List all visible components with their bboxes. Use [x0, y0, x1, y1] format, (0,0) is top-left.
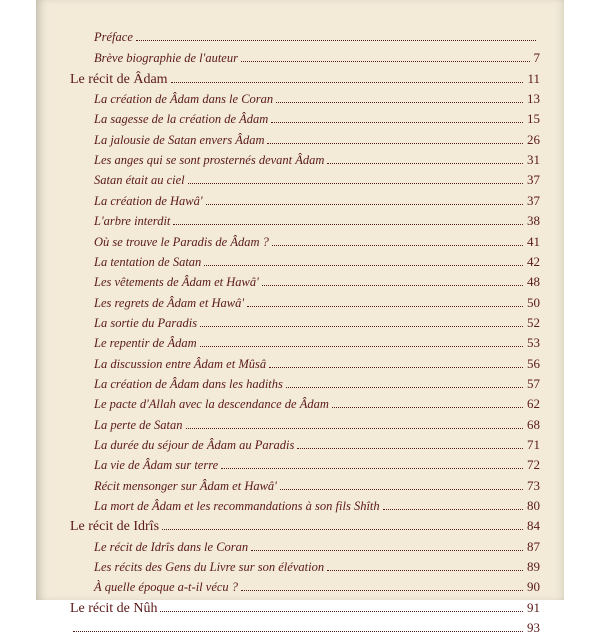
toc-entry-title: Préface: [94, 30, 133, 44]
toc-page-number: 57: [527, 375, 540, 391]
toc-subentry: [80, 254, 540, 270]
toc-entry-title: La sagesse de la création de Âdam: [94, 112, 269, 127]
toc-entry-title: La mort de Âdam et les recommandations à son fils Shîth: [94, 499, 380, 514]
toc-subentry: [80, 498, 540, 514]
toc-subentry: [80, 172, 540, 188]
toc-page-number: 13: [527, 91, 540, 107]
toc-leader-dots: [160, 611, 523, 612]
toc-page-number: 71: [527, 437, 540, 452]
toc-leader-dots: [286, 387, 523, 388]
toc-leader-dots: [262, 285, 523, 286]
toc-leader-dots: [272, 245, 523, 246]
toc-page-number: 41: [527, 233, 540, 249]
toc-subentry: [80, 193, 540, 209]
toc-page-number: 52: [527, 314, 540, 330]
toc-entry-title: Le récit de Nûh: [70, 600, 158, 616]
toc-leader-dots: [162, 529, 523, 530]
toc-subentry: [80, 559, 540, 575]
toc-subentry: [80, 356, 540, 372]
toc-page-number: 11: [527, 70, 540, 86]
toc-subentry: [80, 417, 540, 433]
toc-leader-dots: [251, 550, 523, 551]
toc-subentry: [80, 30, 540, 45]
toc-entry-title: La vie de Âdam sur terre: [94, 458, 219, 473]
toc-page-number: 84: [527, 518, 540, 534]
toc-page-number: 37: [527, 172, 540, 188]
toc-leader-dots: [204, 265, 523, 266]
toc-page-number: 31: [527, 152, 540, 168]
toc-leader-dots: [383, 509, 523, 510]
toc-entry-title: La tentation de Satan: [94, 254, 202, 269]
toc-entry-title: Brève biographie de l'auteur: [94, 51, 238, 66]
toc-leader-dots: [269, 367, 523, 368]
toc-leader-dots: [186, 428, 523, 429]
toc-subentry: [80, 274, 540, 290]
toc-entry-title: Satan était au ciel: [94, 173, 185, 188]
toc-subentry: [80, 478, 540, 494]
toc-leader-dots: [200, 346, 523, 347]
toc-page-number: 91: [527, 599, 540, 615]
toc-subentry: [80, 132, 540, 148]
toc-leader-dots: [267, 143, 523, 144]
toc-entry-title: La création de Hawâ': [94, 193, 203, 208]
toc-subentry: [80, 152, 540, 168]
toc-leader-dots: [327, 163, 523, 164]
toc-entry-title: La création de Âdam dans les hadiths: [94, 376, 283, 391]
toc-page-number: 80: [527, 498, 540, 514]
toc-page-number: 48: [527, 274, 540, 290]
toc-page-number: 87: [527, 538, 540, 554]
toc-page-number: 72: [527, 457, 540, 473]
toc-section-entry: [70, 600, 540, 617]
toc-leader-dots: [247, 306, 523, 307]
toc-subentry: [80, 295, 540, 311]
toc-entry-title: Le récit de Âdam: [70, 71, 168, 87]
toc-leader-dots: [241, 61, 530, 62]
toc-entry-title: Le pacte d'Allah avec la descendance de Âdam: [94, 397, 329, 412]
toc-page-number: 56: [527, 355, 540, 371]
toc-page-number: 90: [527, 579, 540, 595]
toc-entry-title: La perte de Satan: [94, 417, 183, 432]
toc-entry-title: La discussion entre Âdam et Mûsâ: [94, 356, 267, 371]
toc-entry-title: La durée du séjour de Âdam au Paradis: [94, 438, 295, 452]
toc-subentry: [80, 111, 540, 127]
toc-leader-dots: [200, 326, 523, 327]
toc-entry-title: Le récit de Idrîs: [70, 519, 160, 535]
toc-section-entry: [70, 620, 540, 636]
toc-subentry: [80, 457, 540, 473]
toc-page-number: 26: [527, 131, 540, 147]
toc-subentry: [80, 335, 540, 351]
toc-subentry: [80, 234, 540, 250]
toc-entry-title: Les regrets de Âdam et Hawâ': [94, 295, 244, 310]
toc-entry-title: Où se trouve le Paradis de Âdam ?: [94, 234, 269, 249]
toc-section-entry: [70, 518, 540, 535]
toc-page-number: 53: [527, 335, 540, 351]
toc-subentry: [80, 579, 540, 595]
toc-subentry: [80, 91, 540, 107]
toc-leader-dots: [276, 102, 523, 103]
toc-subentry: [80, 539, 540, 555]
toc-page-number: 38: [527, 213, 540, 229]
toc-entry-title: Les vêtements de Âdam et Hawâ': [94, 275, 259, 290]
toc-entry-title: Récit mensonger sur Âdam et Hawâ': [94, 478, 277, 493]
toc-leader-dots: [206, 204, 523, 205]
toc-page-number: 62: [527, 396, 540, 412]
toc-entry-title: La sortie du Paradis: [94, 315, 198, 330]
toc-page-number: 93: [527, 620, 540, 636]
toc-subentry: [80, 213, 540, 229]
toc-leader-dots: [73, 631, 523, 632]
toc-subentry: [80, 376, 540, 392]
toc-page-number: 50: [527, 294, 540, 310]
book-page: [36, 0, 564, 636]
toc-entry-title: À quelle époque a-t-il vécu ?: [94, 580, 239, 595]
toc-subentry: [80, 50, 540, 66]
toc-leader-dots: [241, 590, 523, 591]
toc-section-entry: [70, 71, 540, 88]
toc-entry-title: Le repentir de Âdam: [94, 336, 197, 351]
toc-leader-dots: [136, 40, 536, 41]
toc-subentry: [80, 315, 540, 331]
toc-page-number: 15: [527, 111, 540, 127]
toc-leader-dots: [297, 448, 523, 449]
toc-entry-title: La jalousie de Satan envers Âdam: [94, 132, 265, 147]
toc-entry-title: Les récits des Gens du Livre sur son élévation: [94, 560, 325, 575]
toc-page-number: 89: [527, 559, 540, 575]
toc-leader-dots: [280, 489, 523, 490]
toc-leader-dots: [332, 407, 523, 408]
toc-page-number: 68: [527, 416, 540, 432]
toc-page-number: 7: [533, 50, 540, 66]
toc-page-number: 42: [527, 253, 540, 269]
toc-leader-dots: [271, 122, 523, 123]
toc-entry-title: Les anges qui se sont prosternés devant Âdam: [94, 153, 325, 168]
toc-entry-title: L'arbre interdit: [94, 214, 171, 229]
toc-leader-dots: [171, 82, 524, 83]
toc-subentry: [80, 437, 540, 453]
toc-entry-title: Le récit de Idrîs dans le Coran: [94, 539, 249, 554]
toc-leader-dots: [188, 183, 523, 184]
toc-leader-dots: [221, 468, 523, 469]
toc-leader-dots: [327, 570, 523, 571]
toc-subentry: [80, 396, 540, 412]
toc-entry-title: La création de Âdam dans le Coran: [94, 92, 274, 107]
toc-leader-dots: [173, 224, 523, 225]
toc-page-number: 37: [527, 192, 540, 208]
toc-page-number: 73: [527, 477, 540, 493]
